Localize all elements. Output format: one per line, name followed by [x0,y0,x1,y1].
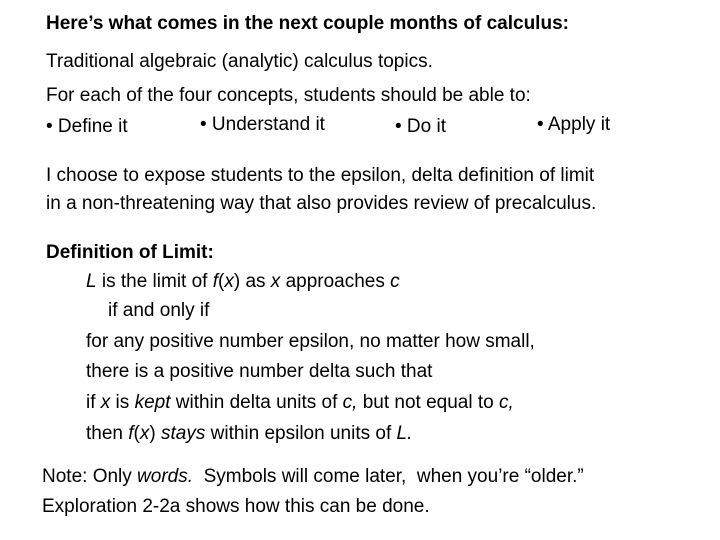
var-x: x [139,423,150,444]
paragraph-line-1: I choose to expose students to the epsilon, delta definition of limit [46,165,595,186]
text: ( [133,423,140,444]
var-x: x [224,271,234,292]
definition-line-2: if and only if [108,300,210,321]
text: then [86,423,129,444]
text: ) [149,423,161,444]
emphasis-kept: kept [134,392,171,413]
bullet-apply: • Apply it [537,114,611,135]
text: approaches [280,271,391,292]
definition-line-3: for any positive number epsilon, no matter how small, [86,331,535,352]
definition-line-1 [86,270,400,294]
subtitle: Traditional algebraic (analytic) calculus topics. [46,51,433,72]
text: is [110,392,135,413]
var-x: x [100,392,111,413]
bullet-do: • Do it [395,116,446,137]
text: Symbols will come later, when you’re “older.” [193,466,584,487]
paragraph-line-2: in a non-threatening way that also provides review of precalculus. [46,193,597,214]
definition-line-4: there is a positive number delta such that [86,361,433,382]
emphasis-stays: stays [160,423,206,444]
var-L: L. [396,423,413,444]
concepts-intro: For each of the four concepts, students should be able to: [46,85,531,106]
note-line-2: Exploration 2-2a shows how this can be done. [42,496,430,517]
text: is the limit of [96,271,213,292]
var-f: f [128,423,134,444]
text: within delta units of [170,392,343,413]
text: ) as [233,271,271,292]
definition-heading: Definition of Limit: [46,242,214,263]
var-c: c, [342,392,358,413]
text: within epsilon units of [205,423,397,444]
var-x: x [270,271,281,292]
bullet-define: • Define it [46,116,128,137]
text: but not equal to [357,392,499,413]
slide-heading: Here’s what comes in the next couple months of calculus: [46,13,569,34]
var-c: c [390,271,400,292]
definition-line-5 [86,391,514,415]
var-f: f [212,271,219,292]
note-line-1 [42,465,584,489]
var-L: L [86,271,97,292]
definition-line-6 [86,422,412,446]
bullet-understand: • Understand it [200,114,325,135]
text: ( [218,271,225,292]
text: if [86,392,101,413]
var-c: c, [498,392,514,413]
emphasis-words: words. [137,466,194,487]
text: Note: Only [42,466,138,487]
